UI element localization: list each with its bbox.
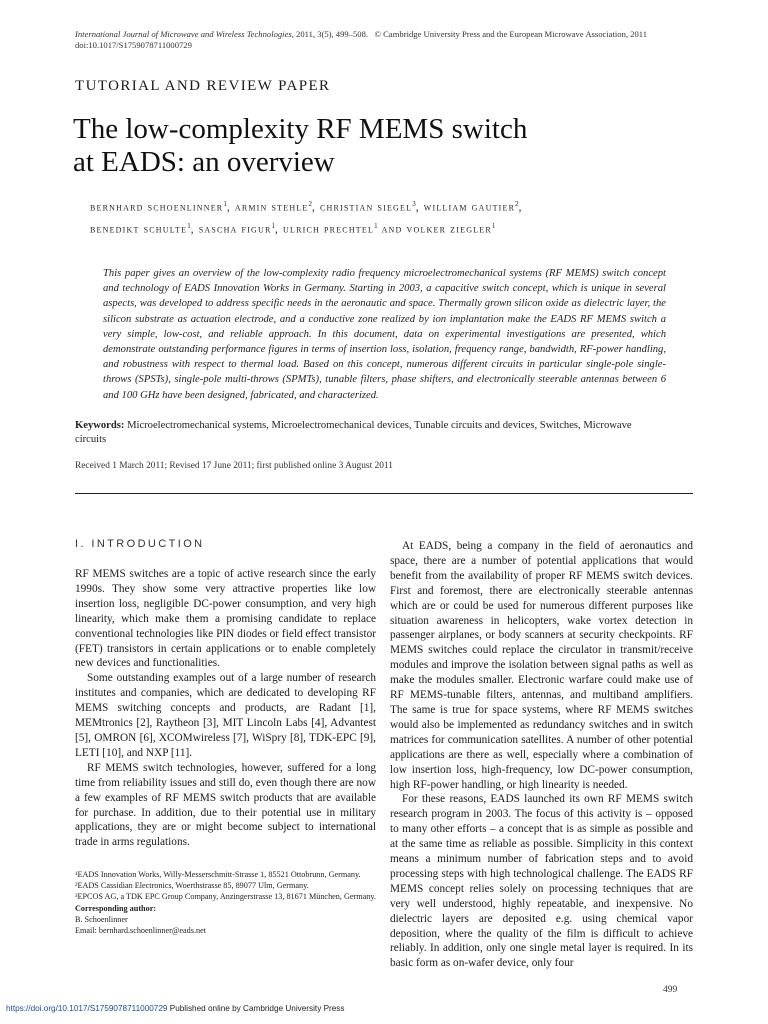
keywords-label: Keywords: [75, 420, 125, 431]
author-name: benedikt schulte [90, 223, 188, 236]
author-separator: , [275, 223, 284, 236]
corresponding-author-name: B. Schoenlinner [75, 914, 128, 924]
author-name: christian siegel [319, 201, 413, 214]
abstract: This paper gives an overview of the low-complexity radio frequency microelectromechanical systems (RF MEMS) switch concept and technology of EADS Innovation Works in Germany. Starting in 2003, a capacitive switch concept, which is unique in several aspects, was developed to address specific needs in the aeronautic and space. Thermally grown silicon oxide as dielectric layer, the silicon substrate as actuation electrode, and a conductive zone realized by ion implantation make the EADS RF MEMS switch a very simple, low-cost, and reliable approach. In this document, data on experimental investigations are presented, which demonstrate outstanding performance figures in terms of insertion loss, isolation, frequency range, bandwidth, RF-power handling, and robustness with respect to thermal load. Based on this concept, numerous different circuits in particular single-pole single-throws (SPSTs), single-pole multi-throws (SPMTs), tunable filters, phase shifters, and electronically steerable antennas between 6 and 100 GHz have been designed, fabricated, and characterized. [103, 268, 666, 401]
author-name: volker ziegler [406, 223, 492, 236]
author-separator: , [226, 201, 235, 214]
author-list [90, 195, 710, 238]
author-separator: , [190, 223, 199, 236]
footer-publisher: Published online by Cambridge University Press [167, 1004, 345, 1013]
page-number: 499 [663, 985, 678, 995]
title-line-2: at EADS: an overview [73, 146, 335, 178]
section-heading-introduction: I. INTRODUCTION [75, 538, 205, 550]
author-separator: and [377, 223, 407, 236]
paragraph: RF MEMS switches are a topic of active research since the early 1990s. They show some very attractive properties like low insertion loss, negligible DC-power consumption, and very high linearity, which make them a promising candidate to replace conventional technologies like PIN diodes or field effect transistor (FET) transistors in certain applications or to enable completely new devices and functionalities. [75, 568, 376, 670]
paper-type: TUTORIAL AND REVIEW PAPER [75, 78, 331, 94]
corresponding-author-email[interactable]: Email: bernhard.schoenlinner@eads.net [75, 926, 206, 936]
doi-link[interactable]: https://doi.org/10.1017/S1759078711000729 [6, 1004, 168, 1013]
footnotes [75, 869, 376, 936]
paper-title [73, 113, 693, 179]
keywords [75, 419, 665, 447]
right-column [390, 539, 693, 971]
author-separator: , [518, 201, 523, 214]
journal-name: International Journal of Microwave and Wireless Technologies [75, 29, 292, 39]
title-line-1: The low-complexity RF MEMS switch [73, 113, 528, 145]
author-affiliation: 1 [223, 200, 227, 208]
author-affiliation: 1 [271, 221, 276, 230]
journal-citation [75, 28, 695, 40]
doi: doi:10.1017/S1759078711000729 [75, 40, 192, 50]
author-affiliation: 3 [412, 200, 416, 208]
author-name: sascha figur [198, 223, 272, 236]
corresponding-author-label: Corresponding author: [75, 903, 157, 913]
copyright-notice: © Cambridge University Press and the European Microwave Association, 2011 [374, 29, 648, 39]
author-affiliation: 1 [374, 221, 378, 230]
author-affiliation: 2 [515, 200, 519, 208]
affiliation-footnote: ³EPCOS AG, a TDK EPC Group Company, Anzingerstrasse 13, 81671 München, Germany. [75, 892, 376, 902]
author-name: ulrich prechtel [283, 223, 375, 236]
author-name: bernhard schoenlinner [90, 201, 224, 214]
affiliation-footnote: ¹EADS Innovation Works, Willy-Messerschmitt-Strasse 1, 85521 Ottobrunn, Germany. [75, 870, 361, 879]
author-affiliation: 2 [308, 200, 312, 208]
author-line-1 [90, 195, 710, 217]
footer [6, 1004, 345, 1013]
paragraph: RF MEMS switch technologies, however, suffered for a long time from reliability issues and still do, even though there are now a few examples of RF MEMS switch products that are available for purchase. In addition, due to their potential use in military applications, they are or might become subject to international trade in arms regulations. [75, 761, 376, 849]
author-affiliation: 1 [491, 221, 496, 230]
affiliation-footnote: ²EADS Cassidian Electronics, Woerthstrasse 85, 89077 Ulm, Germany. [75, 881, 309, 891]
paragraph: At EADS, being a company in the field of aeronautics and space, there are a number of potential applications that would benefit from the availability of proper RF MEMS switch devices. First and foremost, there are electronically steerable antennas which are or could be used for numerous different purposes like situation awareness in helicopters, wake vortex detection in passenger airplanes, or body scanners at security checkpoints. RF MEMS switches could replace the circulator in transmit/receive modules and improve the isolation between signal paths as well as make the modules smaller. Electronic warfare could make use of RF MEMS-tunable filters, antennas, and multiband amplifiers. The same is true for space systems, where RF MEMS switches would also be implemented as redundancy switches and in switch matrices for communication satellites. A number of other potential applications are there as well, especially where a combination of low insertion loss, high-frequency, low DC-power consumption, high RF-power handling, or high linearity is needed. [390, 540, 693, 791]
author-affiliation: 1 [187, 221, 191, 230]
received-dates: Received 1 March 2011; Revised 17 June 2011; first published online 3 August 2011 [75, 461, 393, 471]
left-column [75, 567, 376, 850]
paragraph: For these reasons, EADS launched its own RF MEMS switch research program in 2003. The focus of this activity is – opposed to many other efforts – a concept that is as simple as possible and at the same time as reliable as possible. Simplicity in this context means a minimum number of fabrication steps and to avoid processing steps with high technological challenge. The EADS RF MEMS concept relies solely on processing techniques that are very well understood, highly repeatable, and inexpensive. No dielectric layers are deposited e.g. using chemical vapor deposition, where the quality of the film is difficult to achieve reliably. In addition, only one single metal layer is required. In its basic form as on-wafer device, only four [390, 793, 693, 970]
author-separator: , [311, 201, 320, 214]
author-line-2 [90, 217, 710, 239]
author-name: armin stehle [234, 201, 309, 214]
citation-volume: , 2011, 3(5), 499–508. [291, 29, 369, 39]
header-divider [75, 493, 693, 494]
keywords-text: Microelectromechanical systems, Microelectromechanical devices, Tunable circuits and devices, Switches, Microwave circuits [75, 420, 632, 445]
author-separator: , [415, 201, 424, 214]
author-name: william gautier [423, 201, 516, 214]
paragraph: Some outstanding examples out of a large number of research institutes and companies, which are dedicated to developing RF MEMS switching concepts and products, are Radant [1], MEMtronics [2], Raytheon [3], MIT Lincoln Labs [4], Advantest [5], OMRON [6], XCOMwireless [7], WiSpry [8], TDK-EPC [9], LETI [10], and NXP [11]. [75, 672, 376, 759]
